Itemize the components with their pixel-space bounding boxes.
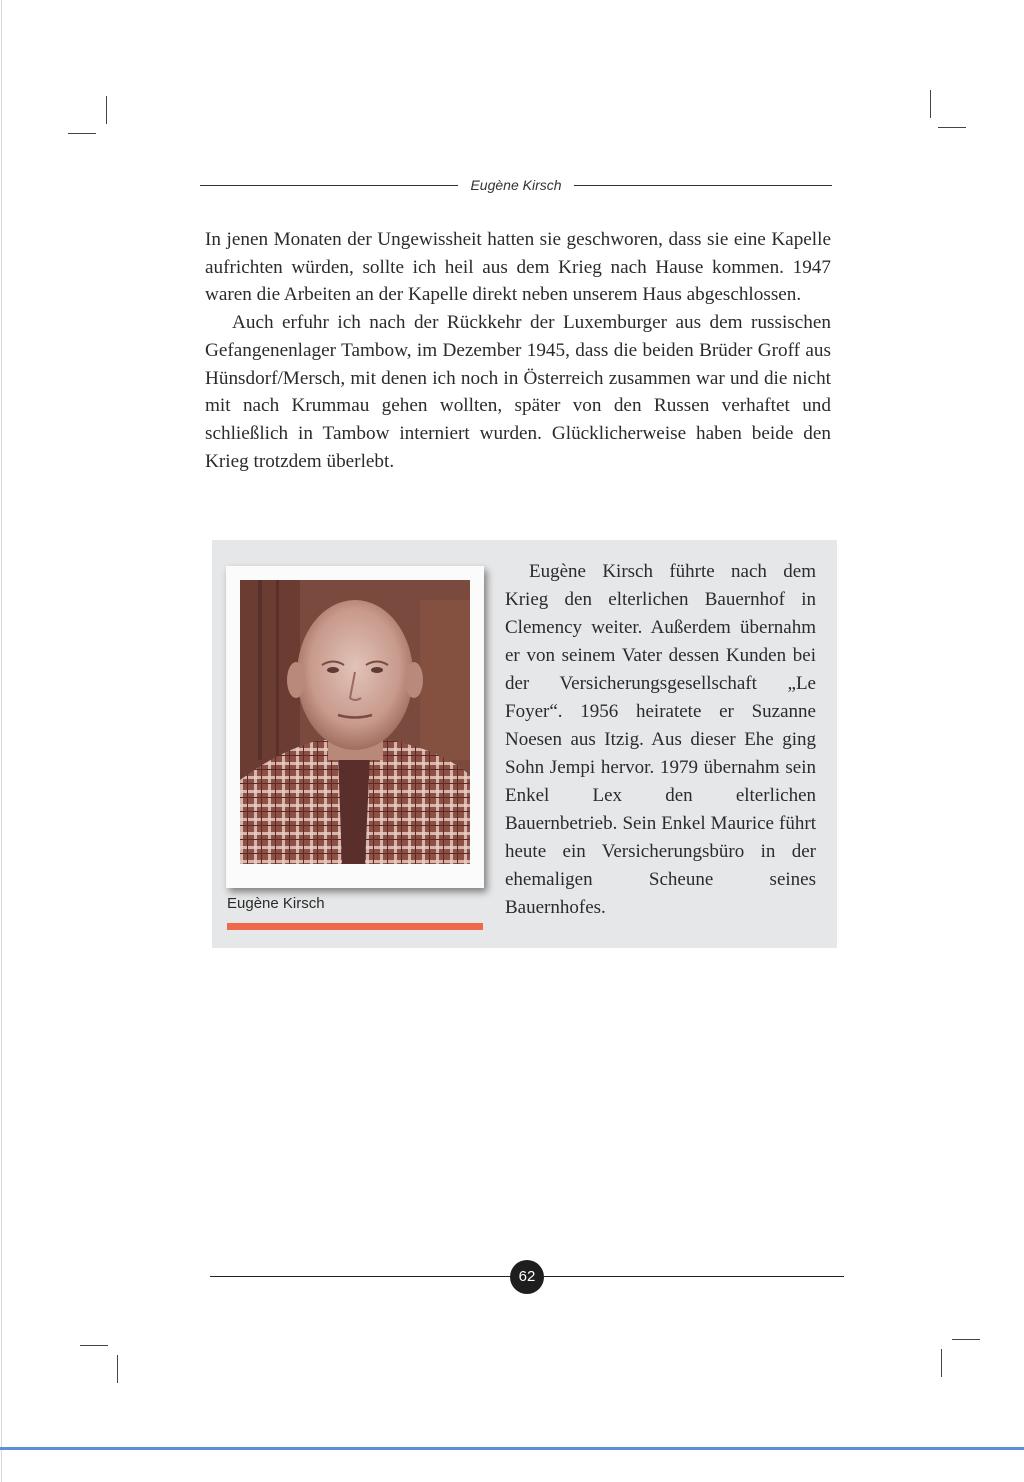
crop-mark [68,133,96,134]
footer-rule-left [210,1276,510,1277]
body-text [205,226,831,475]
running-title: Eugène Kirsch [470,177,562,193]
crop-mark [938,127,966,128]
header-rule-right [574,185,832,186]
crop-mark [117,1355,118,1383]
running-header [200,174,832,196]
paragraph: In jenen Monaten der Ungewissheit hatten sie geschworen, dass sie eine Kapelle aufrichten würden, sollte ich heil aus dem Krieg nach Hause kommen. 1947 waren die Arbeiten an der Kapelle direkt neben unserem Haus abgeschlossen. [205,229,831,306]
footer-rule-right [544,1276,844,1277]
photo-frame [226,566,484,888]
portrait-illustration [240,580,470,864]
portrait-photo [240,580,470,864]
photo-caption: Eugène Kirsch [227,895,325,912]
crop-mark [941,1349,942,1377]
crop-mark [80,1345,108,1346]
crop-mark [930,90,931,118]
info-box-text: Eugène Kirsch führte nach dem Krieg den elterlichen Bauernhof in Clemency weiter. Außerdem übernahm er von seinem Vater dessen Kunden bei der Versicherungsgesellschaft „Le Foyer“. 1956 heiratete er Suzanne Noesen aus Itzig. Aus dieser Ehe ging Sohn Jempi hervor. 1979 übernahm sein Enkel Lex den elterlichen Bauernbetrieb. Sein Enkel Maurice führt heute ein Versicherungsbüro in der ehemaligen Scheune seines Bauernhofes. [505,561,816,918]
page-number: 62 [510,1260,544,1294]
crop-mark [106,96,107,124]
crop-mark [952,1339,980,1340]
header-rule-left [200,185,458,186]
scan-blue-rule [0,1447,1024,1450]
paragraph: Auch erfuhr ich nach der Rückkehr der Luxemburger aus dem russischen Gefangenenlager Tambow, im Dezember 1945, dass die beiden Brüder Groff aus Hünsdorf/Mersch, mit denen ich noch in Österreich zusammen war und die nicht mit nach Krummau gehen wollten, später von den Russen verhaftet und schließlich in Tambow interniert wurden. Glücklicherweise haben beide den Krieg trotzdem überlebt. [205,312,831,472]
scan-edge [1,0,2,1482]
accent-bar [227,923,483,930]
page-footer [210,1260,844,1294]
info-box [212,540,837,948]
